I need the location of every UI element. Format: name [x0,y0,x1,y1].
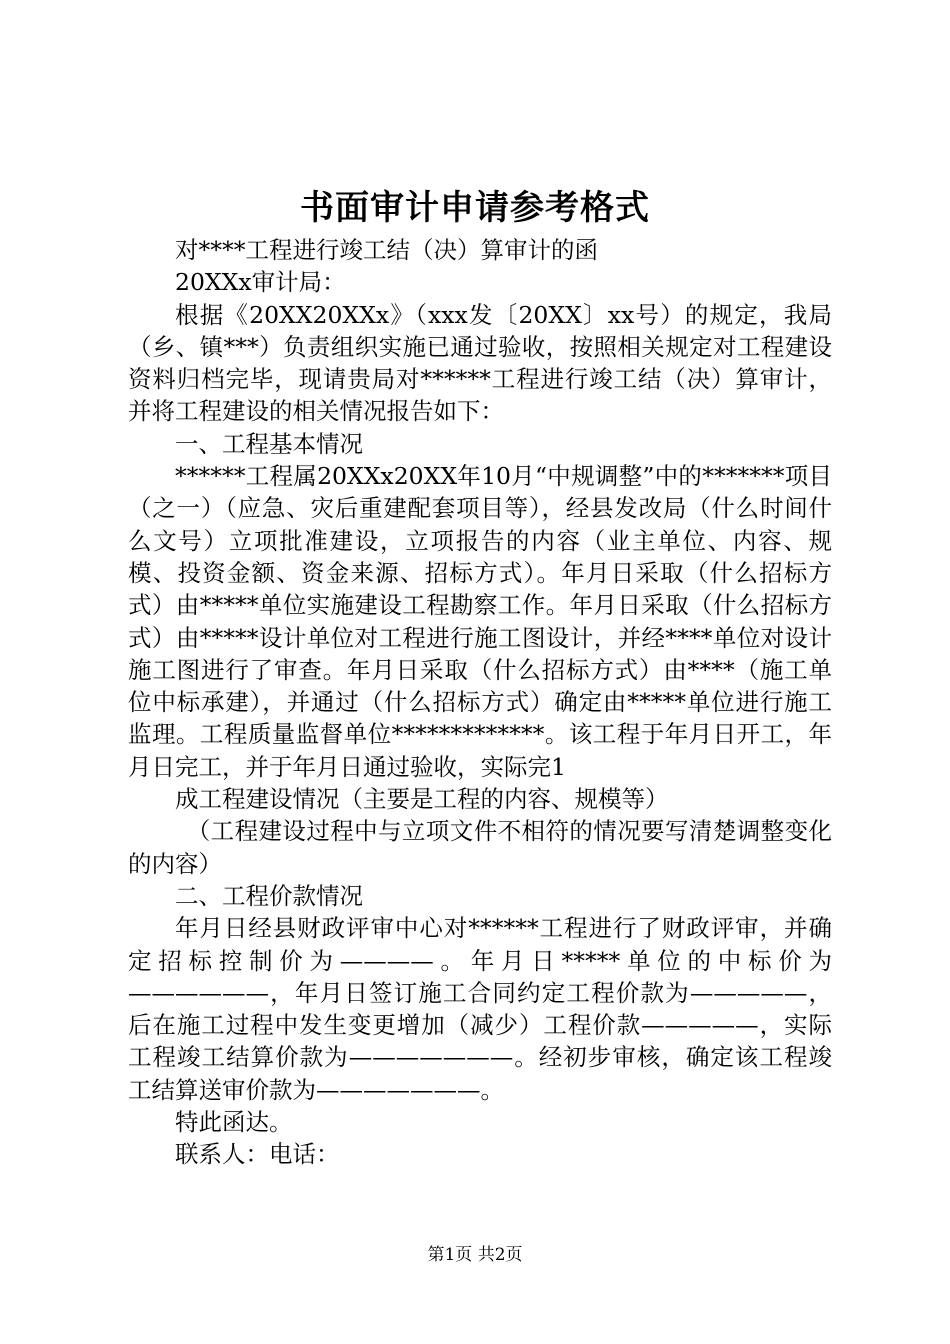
section-heading-price-info: 二、工程价款情况 [175,881,363,910]
page-footer: 第1页 共2页 [427,1245,523,1265]
document-body [128,234,832,1171]
intro-paragraph: 根据《20XX20XXx》（xxx发〔20XX〕xx号）的规定，我局（乡、镇***）负责组织实施已通过验收，按照相关规定对工程建设资料归档完毕，现请贵局对******工程进行竣工结（决）算审计，并将工程建设的相关情况报告如下： [128,300,832,426]
basic-info-paragraph: ******工程属20XXx20XX年10月“中规调整”中的*******项目（之一）（应急、灾后重建配套项目等），经县发改局（什么时间什么文号）立项批准建设，立项报告的内容（业主单位、内容、规模、投资金额、资金来源、招标方式）。年月日采取（什么招标方式）由*****单位实施建设工程勘察工作。年月日采取（什么招标方式）由*****设计单位对工程进行施工图设计，并经****单位对设计施工图进行了审查。年月日采取（什么招标方式）由****（施工单位中标承建），并通过（什么招标方式）确定由*****单位进行施工监理。工程质量监督单位*************。该工程于年月日开工，年月日完工，并于年月日通过验收，实际完1 [128,462,832,781]
price-info-paragraph: 年月日经县财政评审中心对******工程进行了财政评审，并确定招标控制价为————。年月日*****单位的中标价为——————，年月日签订施工合同约定工程价款为—————，后在施工过程中发生变更增加（减少）工程价款—————，实际工程竣工结算价款为———————。经初步审核，确定该工程竣工结算送审价款为———————。 [128,914,832,1104]
letter-recipient: 20XXx审计局： [175,268,346,297]
adjustment-note-paragraph: （工程建设过程中与立项文件不相符的情况要写清楚调整变化的内容） [128,817,832,878]
letter-subject: 对****工程进行竣工结（决）算审计的函 [175,236,598,264]
document-title: 书面审计申请参考格式 [300,188,650,228]
contact-line: 联系人：电话： [175,1140,340,1169]
section-heading-basic-info: 一、工程基本情况 [175,429,363,458]
construction-status-paragraph: 成工程建设情况（主要是工程的内容、规模等） [175,785,669,814]
closing-phrase: 特此函达。 [175,1108,293,1137]
